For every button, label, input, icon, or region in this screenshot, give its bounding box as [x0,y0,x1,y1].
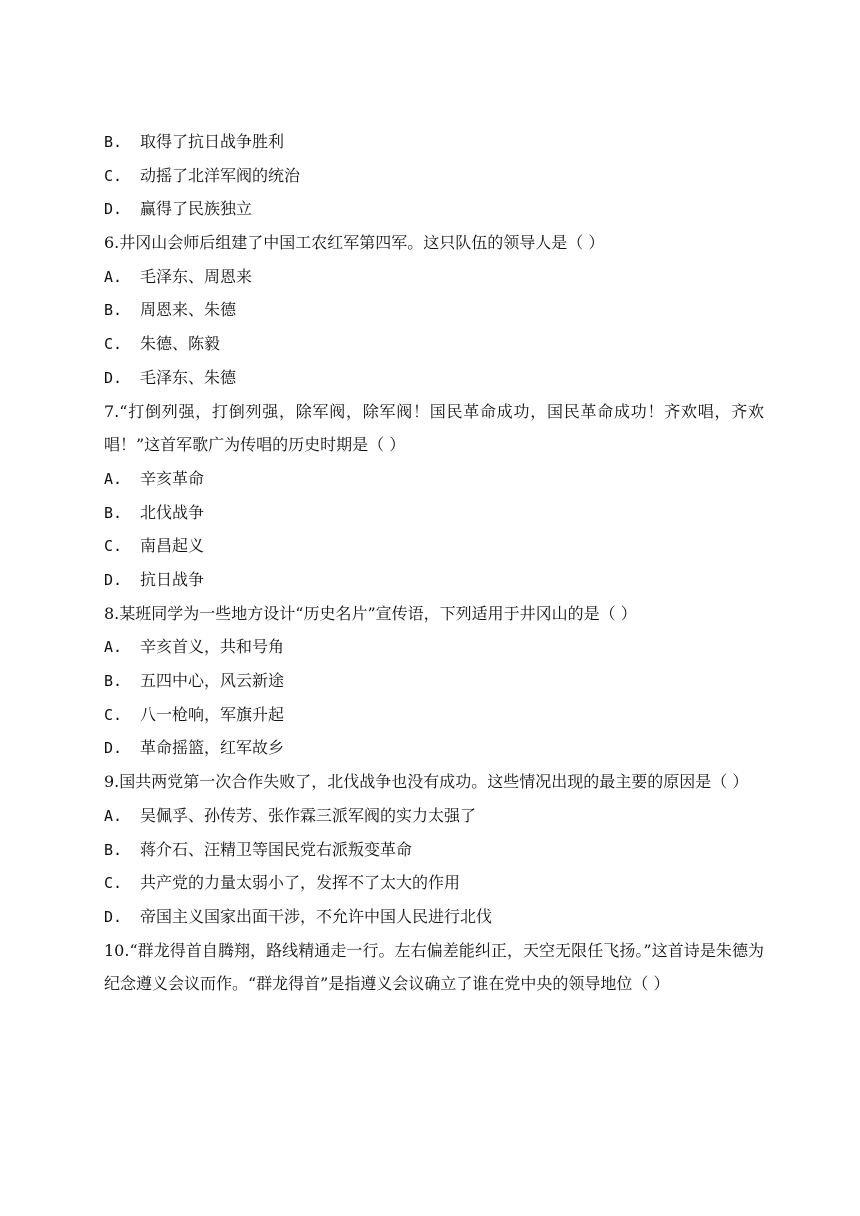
question-9 [104,765,764,933]
option-letter: C. [104,705,123,724]
option-d [104,731,764,765]
option-letter: B. [104,672,123,691]
option-b [104,496,764,530]
option-letter: C. [104,874,123,893]
option-a [104,799,764,833]
option-text: 赢得了民族独立 [140,199,253,219]
option-letter: B. [104,301,123,320]
option-text: 吴佩孚、孙传芳、张作霖三派军阀的实力太强了 [140,805,477,825]
question-stem: 10.“群龙得首自腾翔，路线精通走一行。左右偏差能纠正，天空无限任飞扬。”这首诗是朱德为纪念遵义会议而作。“群龙得首”是指遵义会议确立了谁在党中央的领导地位（ ） [104,940,764,994]
option-b [104,293,764,327]
option-text: 毛泽东、周恩来 [140,266,253,286]
question-7 [104,395,764,597]
option-text: 五四中心，风云新途 [140,671,285,691]
option-d [104,361,764,395]
option-letter: A. [104,638,123,657]
option-letter: D. [104,368,123,387]
option-c [104,698,764,732]
document-content [104,125,764,1001]
option-text: 辛亥首义，共和号角 [140,637,285,657]
option-letter: D. [104,200,123,219]
option-d [104,900,764,934]
option-b [104,833,764,867]
option-text: 周恩来、朱德 [140,300,237,320]
option-text: 北伐战争 [140,502,205,522]
option-letter: C. [104,166,123,185]
option-c [104,159,764,193]
option-c [104,529,764,563]
option-d [104,563,764,597]
question-stem: 9.国共两党第一次合作失败了，北伐战争也没有成功。这些情况出现的最主要的原因是（ ） [104,772,749,792]
option-b [104,664,764,698]
option-letter: A. [104,267,123,286]
question-stem: 6.井冈山会师后组建了中国工农红军第四军。这只队伍的领导人是（ ） [104,233,605,253]
option-text: 帝国主义国家出面干涉，不允许中国人民进行北伐 [140,906,493,926]
option-a [104,462,764,496]
question-stem: 8.某班同学为一些地方设计“历史名片”宣传语，下列适用于井冈山的是（ ） [104,603,637,623]
option-letter: D. [104,739,123,758]
option-text: 毛泽东、朱德 [140,367,237,387]
option-letter: B. [104,133,123,151]
option-text: 抗日战争 [140,569,205,589]
option-letter: A. [104,806,123,825]
option-letter: B. [104,840,123,859]
option-letter: D. [104,907,123,926]
option-text: 辛亥革命 [140,468,205,488]
option-c [104,866,764,900]
option-a [104,260,764,294]
option-letter: D. [104,570,123,589]
option-text: 革命摇篮，红军故乡 [140,738,285,758]
option-a [104,630,764,664]
question-6 [104,226,764,394]
question-10 [104,934,764,1001]
option-letter: C. [104,335,123,354]
option-letter: C. [104,537,123,556]
question-8 [104,597,764,765]
option-text: 动摇了北洋军阀的统治 [140,165,301,185]
option-c [104,327,764,361]
option-d [104,192,764,226]
option-text: 八一枪响，军旗升起 [140,704,285,724]
option-b [104,125,764,159]
question-stem: 7.“打倒列强，打倒列强，除军阀，除军阀！国民革命成功，国民革命成功！齐欢唱，齐欢唱！”这首军歌广为传唱的历史时期是（ ） [104,401,764,455]
option-text: 南昌起义 [140,536,205,556]
option-text: 共产党的力量太弱小了，发挥不了太大的作用 [140,873,461,893]
option-letter: B. [104,503,123,522]
option-letter: A. [104,469,123,488]
option-text: 朱德、陈毅 [140,334,221,354]
option-text: 蒋介石、汪精卫等国民党右派叛变革命 [140,839,413,859]
option-text: 取得了抗日战争胜利 [140,132,285,151]
question-5 [104,125,764,226]
